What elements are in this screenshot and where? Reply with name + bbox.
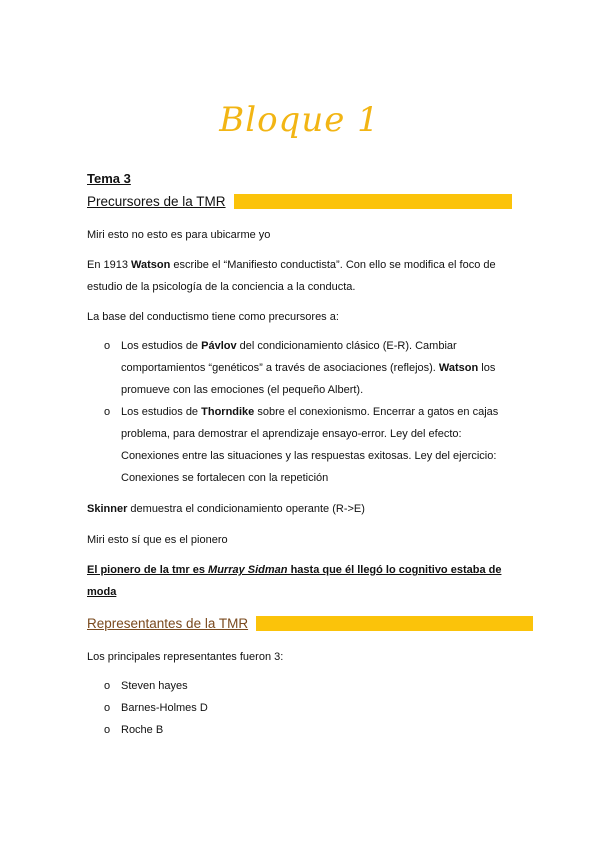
paragraph-watson <box>87 254 517 298</box>
text-run: los promueve con las emociones (el pequeño Albert). <box>121 362 496 396</box>
text-run: escribe el “Manifiesto conductista”. Con ello se modifica el foco de estudio de la psicología de la conciencia a la conducta. <box>87 259 496 293</box>
bullet-icon: o <box>104 680 111 692</box>
list-item: Barnes-Holmes D <box>121 702 208 714</box>
list-item <box>121 401 521 489</box>
note-paragraph: Miri esto no esto es para ubicarme yo <box>87 229 271 241</box>
text-run-bold: Pávlov <box>201 340 237 352</box>
list-item <box>121 335 521 401</box>
highlight-bar <box>256 616 533 631</box>
bullet-icon: o <box>104 406 111 418</box>
note-paragraph: Miri esto sí que es el pionero <box>87 534 228 546</box>
text-run: del condicionamiento clásico (E-R). Cambiar comportamientos “genéticos” a través de asociaciones (reflejos). <box>121 340 457 374</box>
text-run-bold: El pionero de la tmr es <box>87 564 209 576</box>
text-run-bold: Watson <box>438 362 479 374</box>
section-label: Representantes de la TMR <box>87 615 249 631</box>
text-run: Los estudios de <box>121 340 202 352</box>
paragraph-skinner <box>87 498 517 520</box>
bullet-icon: o <box>104 340 111 352</box>
text-run-bold: hasta que él llegó lo cognitivo estaba de moda <box>87 564 502 598</box>
section-heading-precursores <box>87 192 512 210</box>
text-run: Los estudios de <box>121 406 202 418</box>
text-run: En 1913 <box>87 259 132 271</box>
paragraph-representantes: Los principales representantes fueron 3: <box>87 651 284 663</box>
text-run: demuestra el condicionamiento operante (R->E) <box>127 503 365 515</box>
section-heading-representantes <box>87 614 533 632</box>
text-run-bold: Thorndike <box>201 406 255 418</box>
bullet-icon: o <box>104 724 111 736</box>
paragraph-pionero <box>87 559 517 603</box>
paragraph-base: La base del conductismo tiene como precursores a: <box>87 311 339 323</box>
bullet-icon: o <box>104 702 111 714</box>
text-run: sobre el conexionismo. Encerrar a gatos en cajas problema, para demostrar el aprendizaje ensayo-error. Ley del efecto: Conexiones entre las situaciones y las respuestas exitosas. Ley del ejercicio: Conexiones se fortalecen con la repetición <box>121 406 499 484</box>
section-label: Precursores de la TMR <box>87 193 226 209</box>
list-item: Steven hayes <box>121 680 188 692</box>
topic-heading: Tema 3 <box>87 171 131 186</box>
text-run-bold: Skinner <box>87 503 128 515</box>
text-run-bold-italic: Murray Sidman <box>208 564 288 576</box>
text-run-bold: Watson <box>131 259 171 271</box>
highlight-bar <box>234 194 512 209</box>
page-title: Bloque 1 <box>219 100 380 140</box>
list-item: Roche B <box>121 724 164 736</box>
